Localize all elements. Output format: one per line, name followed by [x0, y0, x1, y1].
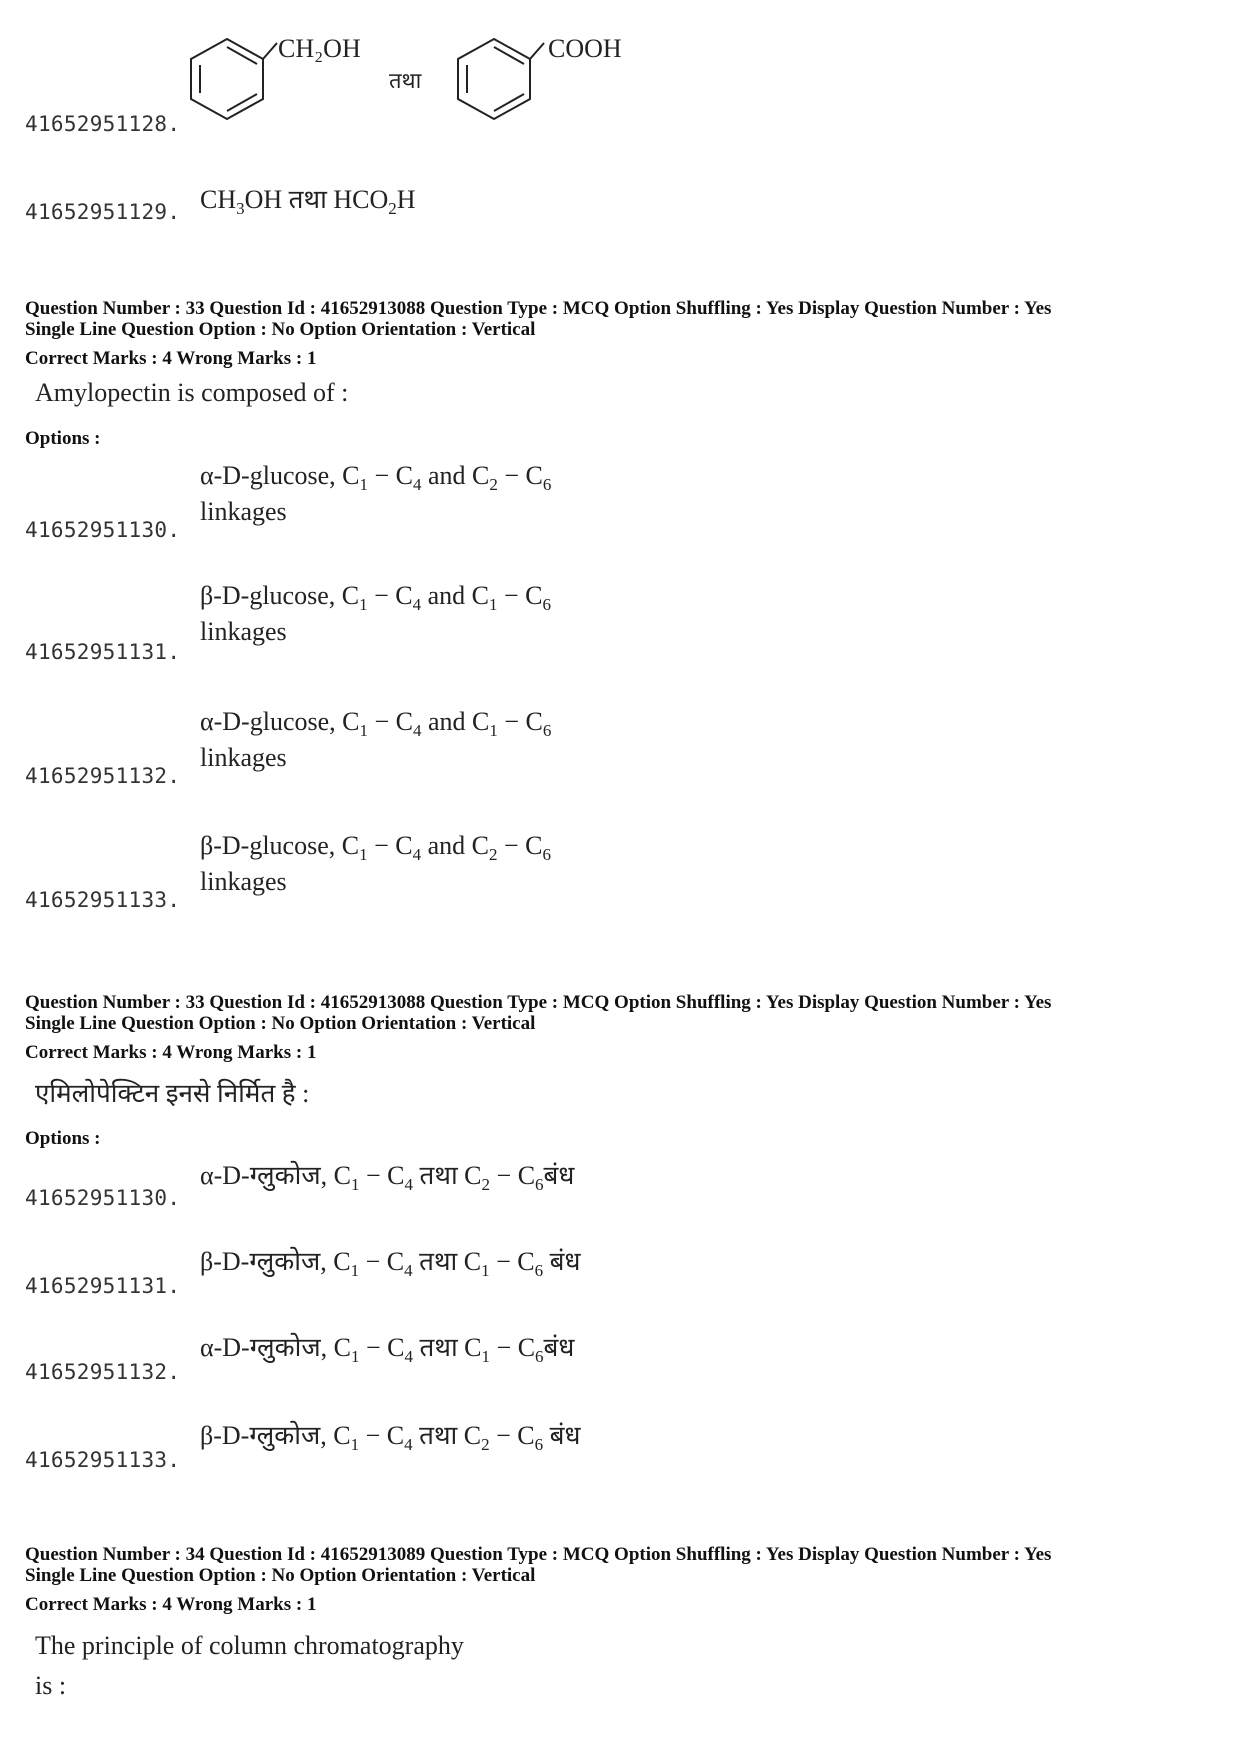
option-id: 41652951130. — [25, 1186, 181, 1210]
option-id: 41652951133. — [25, 888, 181, 912]
option-id: 41652951130. — [25, 518, 181, 542]
option-id: 41652951132. — [25, 1360, 181, 1384]
option-id: 41652951129. — [25, 200, 181, 224]
options-label: Options : — [25, 428, 101, 449]
option-text: β-D-glucose, $C_1 - C_4$ and $C_1 - C_6$ linkages — [200, 581, 552, 646]
option-text: α-D-ग्लुकोज, $C_1 - C_4$ तथा $C_1$ − $C_6बंध$ — [200, 1333, 575, 1366]
option-text: α-D-ग्लुकोज, $C_1 - C_4$ तथा $C_2$ − $C_6बंध$ — [200, 1161, 575, 1194]
substituent-ch2oh: CH₂OH — [278, 34, 361, 63]
option-text: α-D-glucose, $C_1 - C_4$ and $C_1 - C_6$ linkages — [200, 707, 552, 772]
options-label: Options : — [25, 1128, 101, 1149]
option-text: α-D-glucose, $C_1 - C_4$ and $C_2 - C_6$ linkages — [200, 461, 552, 526]
marks-info: Correct Marks : 4 Wrong Marks : 1 — [25, 348, 317, 369]
question-text: Amylopectin is composed of : — [35, 378, 349, 407]
option-id: 41652951133. — [25, 1448, 181, 1472]
joiner-text: तथा — [389, 68, 422, 93]
option-text: β-D-glucose, $C_1 - C_4$ and $C_2 - C_6$ linkages — [200, 831, 552, 896]
question-meta: Question Number : 33 Question Id : 41652913088 Question Type : MCQ Option Shuffling : Yes Display Question Number : Yes Single Line Question Option : No Option Orientation : Vertical — [25, 298, 1052, 340]
option-id: 41652951128. — [25, 112, 181, 136]
option-text: β-D-ग्लुकोज, $C_1 - C_4$ तथा $C_2 - C_6$ बंध — [200, 1421, 581, 1454]
option-id: 41652951132. — [25, 764, 181, 788]
option-id: 41652951131. — [25, 640, 181, 664]
benzoic-acid-structure — [452, 25, 552, 125]
question-text: एमिलोपेक्टिन इनसे निर्मित है : — [35, 1079, 310, 1108]
substituent-cooh: COOH — [548, 34, 622, 63]
marks-info: Correct Marks : 4 Wrong Marks : 1 — [25, 1594, 317, 1615]
option-id: 41652951131. — [25, 1274, 181, 1298]
question-meta: Question Number : 33 Question Id : 41652913088 Question Type : MCQ Option Shuffling : Yes Display Question Number : Yes Single Line Question Option : No Option Orientation : Vertical — [25, 992, 1052, 1034]
option-formula: $CH_3OH$ तथा $HCO_2H$ — [200, 185, 416, 218]
question-meta: Question Number : 34 Question Id : 41652913089 Question Type : MCQ Option Shuffling : Yes Display Question Number : Yes Single Line Question Option : No Option Orientation : Vertical — [25, 1544, 1052, 1586]
option-text: β-D-ग्लुकोज, $C_1 - C_4$ तथा $C_1 - C_6$ बंध — [200, 1247, 581, 1280]
marks-info: Correct Marks : 4 Wrong Marks : 1 — [25, 1042, 317, 1063]
question-text: The principle of column chromatography is : — [35, 1631, 464, 1700]
